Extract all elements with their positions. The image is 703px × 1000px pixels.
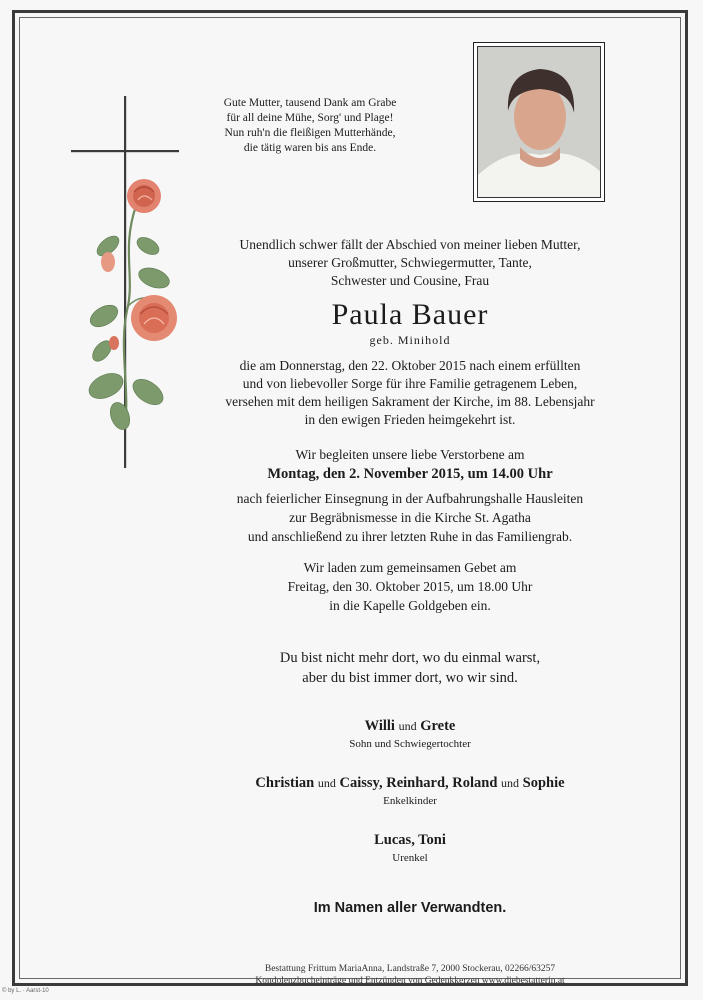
- funeral-detail-line: und anschließend zu ihrer letzten Ruhe in das Familiengrab.: [247, 529, 573, 544]
- rose-buds: [101, 252, 119, 350]
- funeral-detail-line: nach feierlicher Einsegnung in der Aufbahrungshalle Hausleiten: [236, 491, 584, 506]
- deceased-name: Paula Bauer: [331, 298, 489, 331]
- intro-line: unserer Großmutter, Schwiegermutter, Tante,: [288, 255, 532, 270]
- conjunction: und: [398, 719, 417, 733]
- death-notice-text: [200, 357, 620, 429]
- mourners-great-grandchildren-role: Urenkel: [392, 852, 428, 864]
- quote-line: Du bist nicht mehr dort, wo du einmal warst,: [279, 650, 541, 666]
- poem-line: Nun ruh'n die fleißigen Mutterhände,: [224, 127, 396, 139]
- mourner-name: Caissy, Reinhard, Roland: [339, 775, 498, 791]
- closing-line: Im Namen aller Verwandten.: [313, 900, 507, 916]
- intro-text: [200, 236, 620, 290]
- print-mark: © by L. · Aarst-10: [2, 988, 49, 994]
- mourner-name: Sophie: [522, 775, 565, 791]
- mourner-name: Christian: [255, 775, 315, 791]
- lower-rose: [131, 295, 177, 341]
- funeral-home-footer: [130, 963, 690, 987]
- prayer-invitation: [200, 558, 620, 615]
- mourner-name: Grete: [420, 718, 456, 734]
- intro-line: Unendlich schwer fällt der Abschied von meiner lieben Mutter,: [239, 237, 581, 252]
- mourners-great-grandchildren: Lucas, Toni: [374, 832, 446, 848]
- funeral-details: [200, 489, 620, 546]
- prayer-line: in die Kapelle Goldgeben ein.: [329, 598, 491, 613]
- footer-address: Bestattung Frittum MariaAnna, Landstraße 7, 2000 Stockerau, 02266/63257: [264, 964, 556, 974]
- bio-line: versehen mit dem heiligen Sakrament der Kirche, im 88. Lebensjahr: [225, 394, 595, 409]
- poem-line: die tätig waren bis ans Ende.: [243, 142, 377, 154]
- mourner-name: Willi: [364, 718, 395, 734]
- intro-line: Schwester und Cousine, Frau: [330, 273, 490, 288]
- memorial-poem: [180, 96, 440, 156]
- conjunction: und: [501, 776, 520, 790]
- portrait-face: [514, 84, 566, 150]
- quote-line: aber du bist immer dort, wo wir sind.: [302, 670, 518, 686]
- bio-line: in den ewigen Frieden heimgekehrt ist.: [304, 412, 516, 427]
- memorial-quote: [200, 648, 620, 688]
- funeral-intro: Wir begleiten unsere liebe Verstorbene am: [295, 447, 525, 462]
- upper-rose: [127, 179, 161, 213]
- funeral-detail-line: zur Begräbnismesse in die Kirche St. Agatha: [289, 510, 531, 525]
- prayer-line: Wir laden zum gemeinsamen Gebet am: [303, 560, 517, 575]
- mourners-children-role: Sohn und Schwiegertochter: [349, 738, 471, 750]
- mourners-grandchildren-role: Enkelkinder: [383, 795, 437, 807]
- bio-line: die am Donnerstag, den 22. Oktober 2015 nach einem erfüllten: [239, 358, 581, 373]
- poem-line: für all deine Mühe, Sorg' und Plage!: [226, 112, 394, 124]
- mourners-children: [130, 718, 690, 735]
- maiden-name: geb. Minihold: [369, 333, 451, 347]
- portrait-photo: [477, 46, 601, 198]
- conjunction: und: [317, 776, 336, 790]
- mourners-grandchildren: [130, 775, 690, 792]
- prayer-line: Freitag, den 30. Oktober 2015, um 18.00 Uhr: [287, 579, 533, 594]
- cross-with-roses-illustration: [68, 96, 188, 470]
- bio-line: und von liebevoller Sorge für ihre Familie getragenem Leben,: [242, 376, 578, 391]
- cross-horizontal-beam: [71, 150, 179, 152]
- footer-website: Kondolenzbucheinträge und Entzünden von Gedenkkerzen www.diebestatterin.at: [255, 976, 565, 986]
- portrait-frame: [473, 42, 605, 202]
- funeral-datetime: Montag, den 2. November 2015, um 14.00 Uhr: [267, 466, 553, 482]
- poem-line: Gute Mutter, tausend Dank am Grabe: [223, 97, 397, 109]
